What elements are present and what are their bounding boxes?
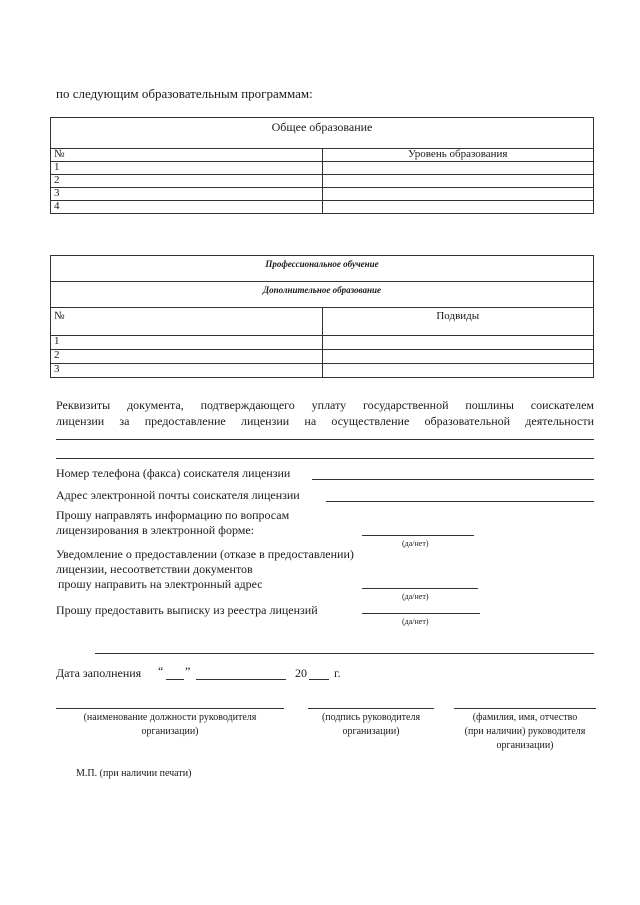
name-caption-line-2: (при наличии) руководителя [464,726,586,737]
date-label: Дата заполнения [56,666,142,680]
general-education-level-header: Уровень образования [322,149,594,162]
row-number: 1 [51,336,323,350]
position-caption-line-2: организации) [141,726,199,737]
name-caption-line-1: (фамилия, имя, отчество [472,712,578,723]
notice-line-2: лицензии, несоответствии документов [56,562,253,576]
electronic-info-line-2: лицензирования в электронной форме: [56,523,255,537]
date-year-suffix: г. [334,666,341,680]
yes-no-hint-1: (да/нет) [402,539,429,548]
additional-education-title: Дополнительное образование [51,282,594,308]
date-close-quote: ” [185,664,191,678]
row-cell[interactable] [322,364,594,378]
signature-caption-line-2: организации) [342,726,400,737]
notice-answer-line[interactable] [362,588,478,589]
row-cell[interactable] [322,350,594,364]
table-row [51,175,594,188]
row-number: 3 [51,364,323,378]
date-month-line[interactable] [196,679,286,680]
intro-text: по следующим образовательным программам: [56,86,313,101]
requisites-fill-line-2[interactable] [56,458,594,459]
electronic-info-answer-line[interactable] [362,535,474,536]
notice-line-3: прошу направить на электронный адрес [58,577,263,591]
requisites-line-2: лицензии за предоставление лицензии на осуществление образовательной деятельности [56,414,594,428]
name-caption-line-3: организации) [496,740,554,751]
requisites-line-1: Реквизиты документа, подтверждающего уплату государственной пошлины соискателем [56,398,594,412]
electronic-info-line-1: Прошу направлять информацию по вопросам [56,508,290,522]
row-number: 2 [51,175,323,188]
table-row [51,364,594,378]
position-fill-line[interactable] [56,708,284,709]
date-day-line[interactable] [166,679,184,680]
email-fill-line[interactable] [326,501,594,502]
subtypes-num-header: № [51,308,323,336]
table-row [51,350,594,364]
row-number: 3 [51,188,323,201]
position-caption-line-1: (наименование должности руководителя [83,712,257,723]
table-row [51,336,594,350]
signature-fill-line[interactable] [308,708,434,709]
general-education-table [50,117,594,214]
table-row [51,201,594,214]
requisites-fill-line-1[interactable] [56,439,594,440]
row-cell[interactable] [322,162,594,175]
general-education-num-header: № [51,149,323,162]
row-number: 4 [51,201,323,214]
row-cell[interactable] [322,201,594,214]
table-row [51,162,594,175]
phone-label: Номер телефона (факса) соискателя лицензии [56,466,291,480]
extract-answer-line[interactable] [362,613,480,614]
professional-training-title: Профессиональное обучение [51,256,594,282]
stamp-note: М.П. (при наличии печати) [76,768,192,779]
row-cell[interactable] [322,175,594,188]
date-year-prefix: 20 [295,666,307,680]
yes-no-hint-3: (да/нет) [402,617,429,626]
row-cell[interactable] [322,336,594,350]
date-year-line[interactable] [309,679,329,680]
notice-line-1: Уведомление о предоставлении (отказе в предоставлении) [56,547,354,561]
row-number: 2 [51,350,323,364]
subtypes-header: Подвиды [322,308,594,336]
phone-fill-line[interactable] [312,479,594,480]
extract-label: Прошу предоставить выписку из реестра лицензий [56,603,318,617]
signature-caption-line-1: (подпись руководителя [321,712,421,723]
email-label: Адрес электронной почты соискателя лицензии [56,488,300,502]
date-open-quote: “ [158,664,164,678]
table-row [51,188,594,201]
separator-line [95,653,594,654]
professional-training-table [50,255,594,378]
row-cell[interactable] [322,188,594,201]
row-number: 1 [51,162,323,175]
yes-no-hint-2: (да/нет) [402,592,429,601]
name-fill-line[interactable] [454,708,596,709]
general-education-title: Общее образование [51,118,594,149]
